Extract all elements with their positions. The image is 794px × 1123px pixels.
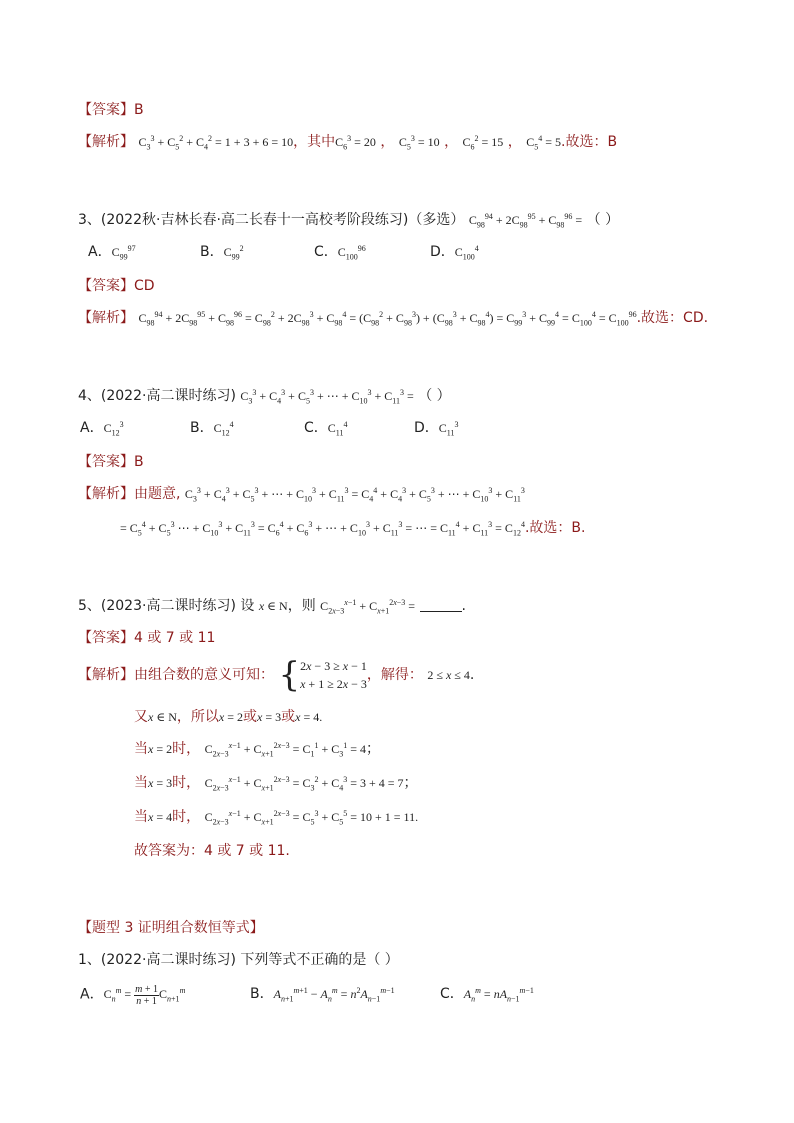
q3-end: .故选：CD. [636, 310, 709, 326]
q4-option-a-label: A． [80, 420, 104, 436]
q4-analysis-formula2: = $C_5^4 + C_5^3$ ⋯ + $C_{10}^3 + C_{11}^3 = C_6^4 + C_6^3$ + ⋯ + $C_{10}^3 + C_{11}^3$ = ⋯ = $C_{11}^4 + C_{11}^3 = C_{12}^4$ [120, 520, 525, 538]
q5-answer-blank [420, 599, 462, 612]
answer-label: 【答案】 [78, 102, 134, 118]
q5-when1: 当 [134, 741, 148, 757]
q3-answer-line [78, 276, 155, 296]
q4-option-b: B．$C_{12}^4$ [190, 420, 234, 438]
q2-analysis-line [78, 132, 617, 152]
answer-label: 【答案】 [78, 278, 134, 294]
q5-when-end3: 时， [172, 809, 201, 825]
q3-analysis-line [78, 308, 708, 328]
q6-option-a: A．$C_n^m$ = $\frac{m + 1}{n + 1}$ $C_{n+1}^m$ [80, 984, 186, 1007]
q2-formula: $C_3^3 + C_5^2 + C_4^2 = 1 + 3 + 6 = 10$ [138, 134, 294, 152]
q4-analysis-start: 由题意, [134, 486, 181, 502]
q5-conclusion [134, 841, 290, 861]
q3-formula: $C_{98}^{94} + 2C_{98}^{95} + C_{98}^{96}$ = [468, 212, 583, 230]
q4-stem-text: 4、(2022·高二课时练习) [78, 388, 236, 404]
q3-option-b: B．$C_{99}^2$ [200, 244, 244, 262]
q4-formula: $C_3^3 + C_4^3 + C_5^3$ + ⋯ + $C_{10}^3 + C_{11}^3$ = [240, 388, 414, 406]
q5-answer-line [78, 628, 215, 648]
q5-when3: 当 [134, 809, 148, 825]
q2-prefix: 其中 [307, 134, 336, 150]
q2-f3: $C_6^2 = 15$ [462, 134, 504, 152]
q5-stem-text2: ，则 [287, 598, 316, 614]
q5-analysis-line2 [134, 707, 322, 727]
answer-label: 【答案】 [78, 630, 134, 646]
q3-stem-text: 3、(2022秋·吉林长春·高二长春十一高校考阶段练习)（多选） [78, 212, 465, 228]
q3-option-a: A．$C_{99}^{97}$ [88, 244, 136, 262]
q3-option-c: C．$C_{100}^{96}$ [314, 244, 366, 262]
q3-option-d-label: D． [430, 244, 455, 260]
q6-option-a-label: A． [80, 986, 104, 1003]
q2-f1: $C_6^3 = 20$ [335, 134, 376, 152]
q5-case2-formula: $C_{2x-3}^{x-1} + C_{x+1}^{2x-3} = C_1^1 + C_3^1 = 4$ [204, 741, 367, 759]
q5-when-end2: 时， [172, 775, 201, 791]
q5-x3: x = 3 [257, 710, 282, 724]
section-title-text: 【题型 3 证明组合数恒等式】 [78, 920, 264, 936]
q5-case4-x: x = 4 [148, 810, 173, 824]
q4-option-d: D．$C_{11}^3$ [414, 420, 459, 438]
q5-stem-text: 5、(2023·高二课时练习) 设 [78, 598, 255, 614]
system-brace: { [278, 655, 301, 695]
q4-end: .故选：B. [524, 520, 586, 536]
q4-analysis-line2 [120, 518, 585, 538]
q5-case3-formula: $C_{2x-3}^{x-1} + C_{x+1}^{2x-3} = C_3^2 + C_4^3 = 3 + 4 = 7$ [204, 775, 404, 793]
q3-analysis-formula: $C_{98}^{94} + 2C_{98}^{95} + C_{98}^{96} = C_{98}^2 + 2C_{98}^3 + C_{98}^4 = (C_{98}^2 + C_{98}^3) + (C_{98}^3 + C_{98}^4) = C_{99}^3 + C_{99}^4 = C_{100}^4 = C_{100}^{96}$ [138, 310, 637, 328]
q4-answer-line [78, 452, 144, 472]
q4-option-c: C．$C_{11}^4$ [304, 420, 348, 438]
answer-label: 【答案】 [78, 454, 134, 470]
analysis-label: 【解析】 [78, 310, 134, 326]
section-title [78, 918, 264, 938]
q5-solve: ，解得： [366, 667, 423, 683]
q3-option-d: D．$C_{100}^4$ [430, 244, 479, 262]
q4-option-d-label: D． [414, 420, 439, 436]
q4-option-c-label: C． [304, 420, 328, 436]
q2-sep2: ， [380, 134, 395, 150]
q5-case2-x: x = 2 [148, 742, 173, 756]
q5-inequality-system: 2x − 3 ≥ x − 1 x + 1 ≥ 2x − 3 [300, 659, 367, 691]
q5-case3-x: x = 3 [148, 776, 173, 790]
q5-cond2: x ∈ N [148, 710, 177, 724]
q5-or1: 或 [243, 709, 257, 725]
q5-conclusion-text: 故答案为：4 或 7 或 11. [134, 843, 290, 859]
q5-x2: x = 2 [218, 710, 243, 724]
q4-options [0, 418, 794, 438]
q4-answer: B [134, 454, 144, 470]
q4-option-a: A．$C_{12}^3$ [80, 420, 124, 438]
q5-or2: 或 [281, 709, 296, 725]
q2-sep: ， [293, 134, 308, 150]
q2-answer: B [134, 102, 144, 118]
q3-stem [78, 210, 619, 230]
q2-f2: $C_5^3 = 10$ [398, 134, 440, 152]
q6-option-c: C．$A_n^m = nA_{n-1}^{m-1}$ [440, 986, 534, 1004]
q5-when2: 当 [134, 775, 148, 791]
analysis-label: 【解析】 [78, 486, 134, 502]
q2-sep3: ， [444, 134, 459, 150]
q5-when-end1: 时， [172, 741, 201, 757]
q2-f4: $C_5^4 = 5$ [526, 134, 562, 152]
q4-option-b-label: B． [190, 420, 214, 436]
q5-case-4 [134, 807, 418, 827]
q5-case-2: 当x = 2时， $C_{2x-3}^{x-1} + C_{x+1}^{2x-3} = C_1^1 + C_3^1 = 4$； [134, 741, 381, 759]
q5-range: 2 ≤ x ≤ 4 [427, 668, 470, 682]
q5-formula: $C_{2x-3}^{x-1} + C_{x+1}^{2x-3}$ = [320, 598, 416, 616]
q4-analysis-line1 [78, 484, 525, 504]
q2-sep4: ， [507, 134, 522, 150]
analysis-label: 【解析】 [78, 134, 134, 150]
q2-answer-line [78, 100, 144, 120]
q6-option-b-label: B． [250, 986, 274, 1002]
q6-stem-text: 1、(2022·高二课时练习) 下列等式不正确的是（ ） [78, 952, 399, 968]
q6-options [0, 984, 794, 1008]
q3-answer: CD [134, 278, 155, 294]
q4-paren: （ ） [418, 388, 451, 404]
q6-option-c-label: C． [440, 986, 464, 1002]
q5-line2b: ，所以 [176, 709, 219, 725]
q5-x4: x = 4. [295, 710, 323, 724]
q5-line2a: 又 [134, 709, 148, 725]
q3-option-a-label: A． [88, 244, 112, 260]
q2-end: .故选：B [561, 134, 618, 150]
q3-option-c-label: C． [314, 244, 338, 260]
q3-options [0, 242, 794, 262]
q5-case4-formula: $C_{2x-3}^{x-1} + C_{x+1}^{2x-3} = C_5^3 + C_5^5 = 10 + 1 = 11$. [204, 809, 419, 827]
q5-case-3: 当x = 3时， $C_{2x-3}^{x-1} + C_{x+1}^{2x-3} = C_3^2 + C_4^3 = 3 + 4 = 7$； [134, 775, 418, 793]
q5-analysis-line1: 【解析】由组合数的意义可知： {2x − 3 ≥ x − 1 x + 1 ≥ 2x − 3，解得： 2 ≤ x ≤ 4. [78, 655, 475, 695]
q5-analysis-start: 由组合数的意义可知： [134, 667, 274, 683]
analysis-label: 【解析】 [78, 667, 134, 683]
q4-analysis-formula1: $C_3^3 + C_4^3 + C_5^3$ + ⋯ + $C_{10}^3 + C_{11}^3 = C_4^4 + C_4^3 + C_5^3$ + ⋯ + $C_{10}^3 + C_{11}^3$ [184, 486, 525, 504]
q5-condition: x ∈ N [258, 599, 288, 613]
q5-stem: 5、(2023·高二课时练习) 设 x ∈ N，则 $C_{2x-3}^{x-1} + C_{x+1}^{2x-3}$ = . [78, 598, 466, 616]
q5-answer: 4 或 7 或 11 [134, 630, 216, 646]
q3-option-b-label: B． [200, 244, 224, 260]
q4-stem [78, 386, 451, 406]
q3-paren: （ ） [586, 212, 620, 228]
q6-stem [78, 950, 399, 970]
q6-option-b: B．$A_{n+1}^{m+1} - A_n^m = n^2A_{n-1}^{m-1}$ [250, 986, 395, 1004]
